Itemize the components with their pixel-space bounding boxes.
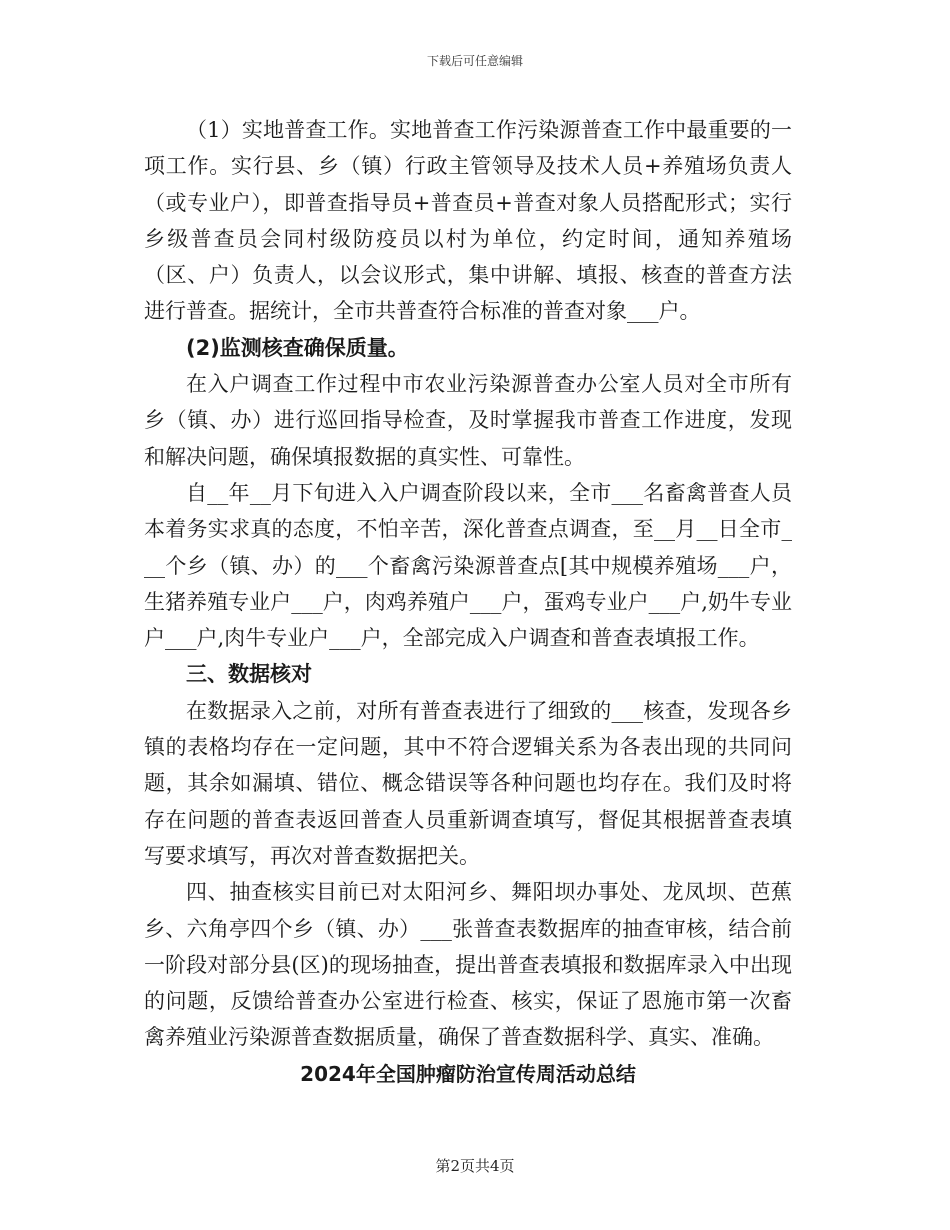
page-number-footer: 第2页共4页: [435, 1157, 515, 1175]
document-body: [144, 112, 792, 1092]
paragraph-survey-progress: 自__年__月下旬进入入户调查阶段以来，全市___名畜禽普查人员本着务实求真的态度，不怕辛苦，深化普查点调查，至__月__日全市___个乡（镇、办）的___个畜禽污染源普查点[其中规模养殖场___户，生猪养殖专业户___户，肉鸡养殖户___户，蛋鸡专业户___户,奶牛专业户___户,肉牛专业户___户，全部完成入户调查和普查表填报工作。: [144, 480, 792, 651]
page-header-note: 下载后可任意编辑: [426, 54, 523, 68]
paragraph-data-entry: 在数据录入之前，对所有普查表进行了细致的___核查，发现各乡镇的表格均存在一定问题，其中不符合逻辑关系为各表出现的共同问题，其余如漏填、错位、概念错误等各种问题也均存在。我们及时将存在问题的普查表返回普查人员重新调查填写，督促其根据普查表填写要求填写，再次对普查数据把关。: [144, 698, 792, 868]
paragraph-spot-check: 四、抽查核实目前已对太阳河乡、舞阳坝办事处、龙凤坝、芭蕉乡、六角亭四个乡（镇、办）___张普查表数据库的抽查审核，结合前一阶段对部分县(区)的现场抽查，提出普查表填报和数据库录入中出现的问题，反馈给普查办公室进行检查、核实，保证了恩施市第一次畜禽养殖业污染源普查数据质量，确保了普查数据科学、真实、准确。: [144, 880, 792, 1050]
heading-monitoring-check: (2)监测核查确保质量。: [186, 335, 409, 360]
heading-data-verification: 三、数据核对: [186, 662, 312, 687]
paragraph-field-survey: （1）实地普查工作。实地普查工作污染源普查工作中最重要的一项工作。实行县、乡（镇）行政主管领导及技术人员+养殖场负责人（或专业户），即普查指导员+普查员+普查对象人员搭配形式；实行乡级普查员会同村级防疫员以村为单位，约定时间，通知养殖场（区、户）负责人，以会议形式，集中讲解、填报、核查的普查方法进行普查。据统计，全市共普查符合标准的普查对象___户。: [144, 118, 792, 324]
next-document-title: 2024年全国肿瘤防治宣传周活动总结: [300, 1061, 636, 1086]
paragraph-inspection: 在入户调查工作过程中市农业污染源普查办公室人员对全市所有乡（镇、办）进行巡回指导检查，及时掌握我市普查工作进度，发现和解决问题，确保填报数据的真实性、可靠性。: [144, 372, 792, 469]
